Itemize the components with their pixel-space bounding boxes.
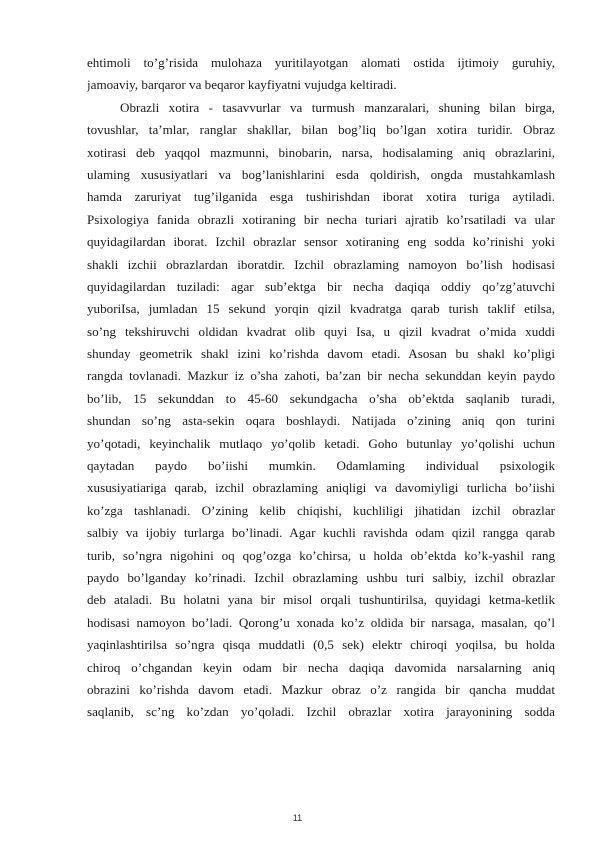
text-line: ehtimoli to’g’risida mulohaza yuritilayotgan alomati ostida ijtimoiy guruhiy, xyxy=(87,55,555,70)
text-line: ulaming xususiyatlari va bog’lanishlarini esda qoldirish, ongda mustahkamlash xyxy=(87,166,555,182)
text-line: hamda zaruriyat tug’ilganida esga tushirishdan iborat xotira turiga aytiladi. xyxy=(87,189,555,205)
text-line: quyidagilardan tuziladi: agar sub’ektga bir necha daqiqa oddiy qo’zg’atuvchi xyxy=(87,278,555,294)
text-line: hodisasi namoyon bo’ladi. Qorong’u xonada ko’z oldida bir narsaga, masalan, qo’l xyxy=(87,614,555,630)
text-line: shakli izchii obrazlardan iboratdir. Izchil obrazlaming namoyon bo’lish hodisasi xyxy=(87,256,555,272)
text-line: saqlanib, sc’ng ko’zdan yo’qoladi. Izchil obrazlar xotira jarayonining sodda xyxy=(87,704,555,720)
text-line: yo’qotadi, keyinchalik mutlaqo yo’qolib ketadi. Goho butunlay yo’qolishi uchun xyxy=(87,435,555,451)
text-line: jamoaviy, barqaror va beqaror kayfiyatni vujudga keltiradi. xyxy=(87,77,397,93)
page-number: 11 xyxy=(292,813,303,823)
text-line: so’ng tekshiruvchi oldidan kvadrat olib quyi Isa, u qizil kvadrat o’mida xuddi xyxy=(87,323,555,339)
text-line: Obrazli xotira - tasavvurlar va turmush manzaralari, shuning bilan birga, xyxy=(120,99,555,115)
text-line: paydo bo’lganday ko’rinadi. Izchil obrazlaming ushbu turi salbiy, izchil obrazlar xyxy=(87,569,555,585)
text-line: bo’lib, 15 sekunddan to 45-60 sekundgacha o’sha ob’ektda saqlanib turadi, xyxy=(87,390,555,406)
text-line: turib, so’ngra nigohini oq qog’ozga ko’chirsa, u holda ob’ektda ko’k-yashil rang xyxy=(87,547,555,563)
text-line: obrazini ko’rishda davom etadi. Mazkur obraz o’z rangida bir qancha muddat xyxy=(87,681,555,697)
document-body xyxy=(87,52,555,724)
paragraph-2 xyxy=(87,97,555,724)
text-line: yuboriIsa, jumladan 15 sekund yorqin qizil kvadratga qarab turish taklif etilsa, xyxy=(87,301,555,317)
text-line: chiroq o’chgandan keyin odam bir necha daqiqa davomida narsalarning aniq xyxy=(87,659,555,675)
paragraph-1 xyxy=(87,52,555,97)
text-line: xotirasi deb yaqqol mazmunni, binobarin, narsa, hodisalaming aniq obrazlarini, xyxy=(87,144,555,160)
text-line: quyidagilardan iborat. Izchil obrazlar sensor xotiraning eng sodda ko’rinishi yoki xyxy=(87,234,555,250)
text-line: deb ataladi. Bu holatni yana bir misol orqali tushuntirilsa, quyidagi ketma-ketlik xyxy=(87,592,555,608)
text-line: tovushlar, ta’mlar, ranglar shakllar, bilan bog’liq bo’lgan xotira turidir. Obraz xyxy=(87,122,555,138)
text-line: shunday geometrik shakl izini ko’rishda davom etadi. Asosan bu shakl ko’pligi xyxy=(87,346,555,362)
text-line: qaytadan paydo bo’iishi mumkin. Odamlaming individual psixologik xyxy=(87,458,555,474)
text-line: yaqinlashtirilsa so’ngra qisqa muddatli (0,5 sek) elektr chiroqi yoqilsa, bu holda xyxy=(87,637,555,653)
text-line: rangda tovlanadi. Mazkur iz o’sha zahoti, ba’zan bir necha sekunddan keyin paydo xyxy=(87,368,555,384)
text-line: ko’zga tashlanadi. O’zining kelib chiqishi, kuchliligi jihatidan izchil obrazlar xyxy=(87,502,555,518)
text-line: xususiyatiariga qarab, izchil obrazlaming aniqligi va davomiyligi turlicha bo’iishi xyxy=(87,480,555,496)
text-line: salbiy va ijobiy turlarga bo’linadi. Agar kuchli ravishda odam qizil rangga qarab xyxy=(87,525,555,541)
text-line: Psixologiya fanida obrazli xotiraning bir necha turiari ajratib ko’rsatiladi va ular xyxy=(87,211,555,227)
text-line: shundan so’ng asta-sekin oqara boshlaydi. Natijada o’zining aniq qon turini xyxy=(87,413,555,429)
